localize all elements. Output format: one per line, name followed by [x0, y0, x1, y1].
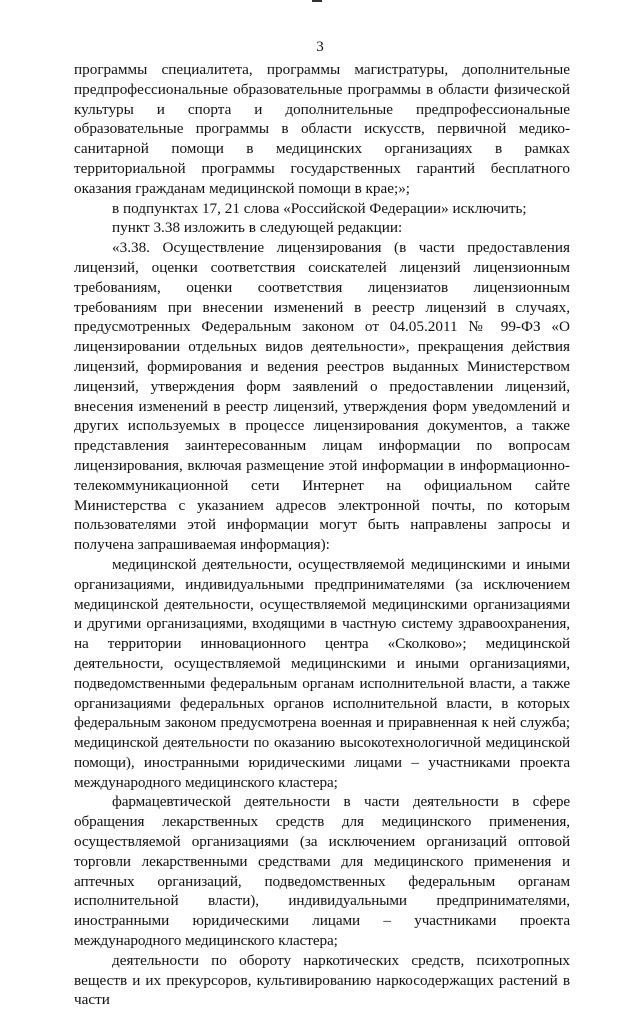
paragraph-item-3-38: «3.38. Осуществление лицензирования (в части предоставления лицензий, оценки соответствия соискателей лицензий лицензионным требованиям, оценки соответствия лицензиатов лицензионным требованиям при внесении изменений в реестр лицензий в случаях, предусмотренных Федеральным законом от 04.05.2011 № 99-ФЗ «О лицензировании отдельных видов деятельности», прекращения действия лицензий, формирования и ведения реестров выданных Министерством лицензий, утверждения форм заявлений о предоставлении лицензий, внесения изменений в реестр лицензий, утверждения форм уведомлений и других используемых в процессе лицензирования документов, а также представления заинтересованным лицам информации по вопросам лицензирования, включая размещение этой информации в информационно-телекоммуникационной сети Интернет на официальном сайте Министерства с указанием адресов электронной почты, по которым пользователями этой информации могут быть направлены запросы и получена запрашиваемая информация):	[74, 239, 570, 554]
scan-edge-mark	[312, 0, 322, 2]
document-body	[74, 60, 570, 1010]
paragraph-medical-activity: медицинской деятельности, осуществляемой медицинскими и иными организациями, индивидуальными предпринимателями (за исключением медицинской деятельности, осуществляемой медицинскими организациями и другими организациями, входящими в частную систему здравоохранения, на территории инновационного центра «Сколково»; медицинской деятельности, осуществляемой медицинскими и иными организациями, подведомственными федеральным органам исполнительной власти, а также организациями федеральных органов исполнительной власти, в которых федеральным законом предусмотрена военная и приравненная к ней служба; медицинской деятельности по оказанию высокотехнологичной медицинской помощи), иностранными юридическими лицами – участниками проекта международного медицинского кластера;	[74, 555, 570, 791]
paragraph-continuation: программы специалитета, программы магистратуры, дополнительные предпрофессиональные образовательные программы в области физической культуры и спорта и дополнительные предпрофессиональные образовательные программы в области искусств, первичной медико-санитарной помощи в медицинских организациях в рамках территориальной программы государственных гарантий бесплатного оказания гражданам медицинской помощи в крае;»;	[74, 61, 570, 197]
paragraph-pharmaceutical-activity: фармацевтической деятельности в части деятельности в сфере обращения лекарственных средств для медицинского применения, осуществляемой организациями (за исключением организаций оптовой торговли лекарственными средствами для медицинского применения и аптечных организаций, подведомственных федеральным органам исполнительной власти), индивидуальными предпринимателями, иностранными юридическими лицами – участниками проекта международного медицинского кластера;	[74, 793, 570, 950]
paragraph-item-3-38-intro: пункт 3.38 изложить в следующей редакции:	[112, 219, 403, 237]
paragraph-subitems-amendment: в подпунктах 17, 21 слова «Российской Федерации» исключить;	[112, 199, 527, 217]
paragraph-narcotics-activity: деятельности по обороту наркотических средств, психотропных веществ и их прекурсоров, культивированию наркосодержащих растений в части	[74, 951, 570, 1009]
page-number: 3	[316, 39, 324, 55]
